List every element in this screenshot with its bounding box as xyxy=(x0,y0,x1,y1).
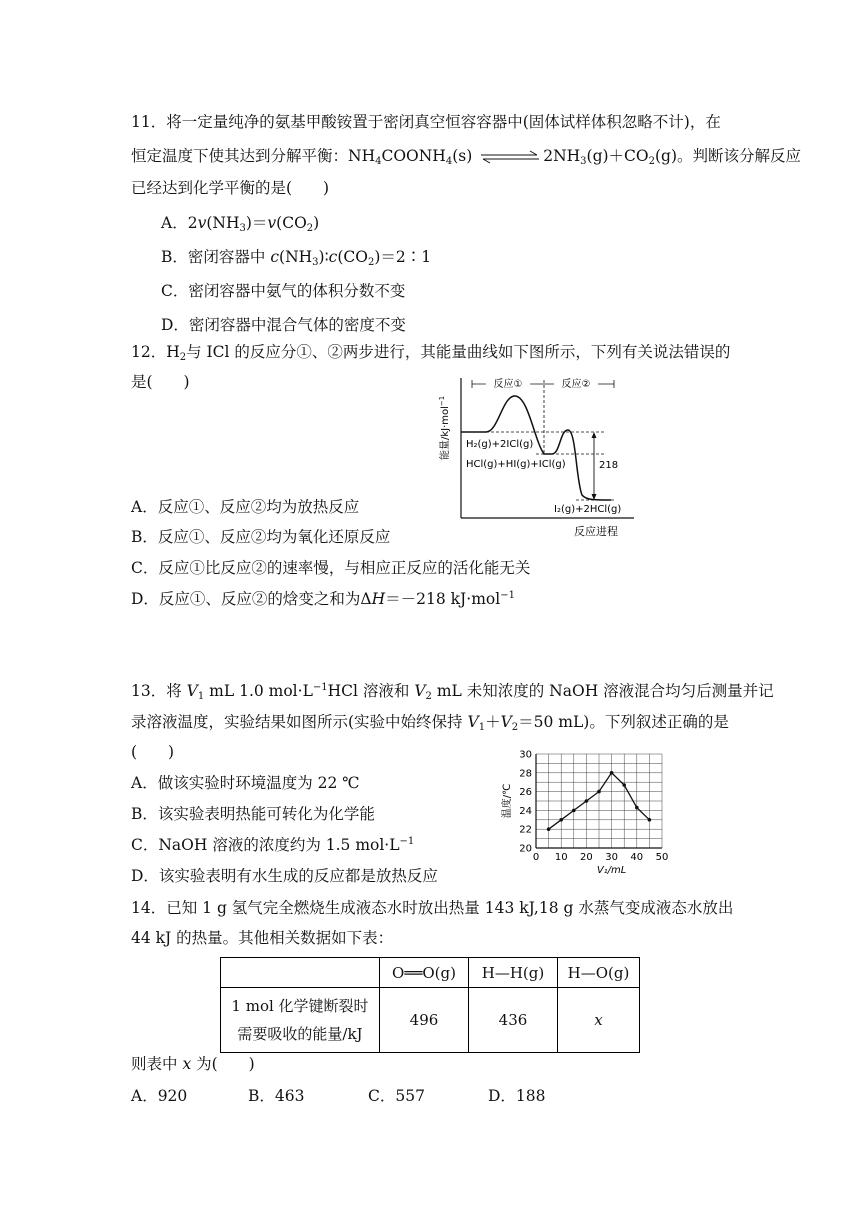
q13-line3: ( ) xyxy=(131,743,175,761)
q13-line1: 13．将 $V_1$ mL 1.0 $mol\cdot L^{-1}HCl$ 溶液和 $V_2$ mL 未知浓度的 NaOH 溶液混合均匀后测量并记 xyxy=(131,682,774,702)
table-cell: 496 xyxy=(380,988,469,1053)
x-tick-label: 30 xyxy=(605,852,618,863)
table-header-cell: H—H(g) xyxy=(469,958,558,988)
q12-option-d: D．反应①、反应②的焓变之和为ΔH＝－218 kJ·mol$^{-1}$ xyxy=(131,590,515,608)
temperature-chart xyxy=(494,742,694,877)
q13-option-d: D．该实验表明有水生成的反应都是放热反应 xyxy=(131,867,438,885)
table-header-cell: O══O(g) xyxy=(380,958,469,988)
q12-line2: 是( ) xyxy=(131,373,190,391)
q12-line1: 12．$H_2$与 ICl 的反应分①、②两步进行，其能量曲线如下图所示，下列有关说法错误的 xyxy=(131,343,731,363)
table-cell: 436 xyxy=(469,988,558,1053)
data-point xyxy=(572,809,576,813)
q14-option-a: A．920 xyxy=(131,1087,188,1105)
data-point xyxy=(648,818,652,822)
y-axis-label: 能量/kJ·mol$^{-1}$ xyxy=(438,395,451,460)
data-point xyxy=(585,799,589,803)
step1-label: 反应① xyxy=(493,379,523,390)
table-header-cell xyxy=(221,958,380,988)
bond-energy-table xyxy=(220,957,640,1053)
table-header-cell: H—O(g) xyxy=(558,958,640,988)
y-tick-label: 28 xyxy=(519,768,532,780)
q14-option-c: C．557 xyxy=(368,1087,425,1105)
q14-line1: 14．已知 1 g 氢气完全燃烧生成液态水时放出热量 143 kJ,18 g 水蒸气变成液态水放出 xyxy=(131,899,734,917)
q11-option-c: C．密闭容器中氨气的体积分数不变 xyxy=(161,282,406,300)
data-point xyxy=(547,827,551,831)
q11-line2: 恒定温度下使其达到分解平衡：$NH_4COONH_4(s)$ $2NH_3(g)+CO_2(g)$。判断该分解反应 xyxy=(131,147,802,167)
q14-line2: 44 kJ 的热量。其他相关数据如下表： xyxy=(131,929,394,947)
data-point xyxy=(559,818,563,822)
x-tick-label: 0 xyxy=(532,852,540,863)
q13-option-c: C．NaOH 溶液的浓度约为 1.5 $mol\cdot L^{-1}$ xyxy=(131,836,415,854)
step2-label: 反应② xyxy=(561,379,591,390)
x-tick-label: 10 xyxy=(554,852,568,863)
y-tick-label: 22 xyxy=(519,824,532,836)
q11-option-a: A．$2v(NH_3)=v(CO_2)$ xyxy=(161,214,320,234)
q11-line1: 11．将一定量纯净的氨基甲酸铵置于密闭真空恒容容器中(固体试样体积忽略不计)，在 xyxy=(131,113,721,131)
y-tick-label: 30 xyxy=(519,749,532,761)
level2-label: HCl(g)+HI(g)+ICl(g) xyxy=(466,459,566,470)
delta-label: 218 xyxy=(599,460,619,471)
data-point xyxy=(597,790,601,794)
table-cell: x xyxy=(558,988,640,1053)
q14-option-b: B．463 xyxy=(248,1087,305,1105)
q13-option-b: B．该实验表明热能可转化为化学能 xyxy=(131,805,375,823)
q14-question: 则表中 x 为( ) xyxy=(131,1055,255,1073)
q13-option-a: A．做该实验时环境温度为 22 ℃ xyxy=(131,774,360,792)
table-header-row xyxy=(221,958,640,988)
data-point xyxy=(635,806,639,810)
data-point xyxy=(610,771,614,775)
equilibrium-arrow-icon xyxy=(479,150,541,164)
q11-option-d: D．密闭容器中混合气体的密度不变 xyxy=(161,316,406,334)
table-row xyxy=(221,988,640,1053)
q13-line2: 录溶液温度，实验结果如图所示(实验中始终保持 $V_1+V_2=50$ mL)。下列叙述正确的是 xyxy=(131,713,729,733)
q12-option-b: B．反应①、反应②均为氧化还原反应 xyxy=(131,528,391,546)
q11-line3: 已经达到化学平衡的是( ) xyxy=(131,179,330,197)
x-tick-label: 20 xyxy=(580,852,593,863)
level1-label: H₂(g)+2ICl(g) xyxy=(466,439,534,450)
x-axis-label: V₁/mL xyxy=(596,865,627,876)
q11-option-b: B．密闭容器中 $c(NH_3)∶c(CO_2)=2∶1$ xyxy=(161,248,432,268)
y-tick-label: 26 xyxy=(519,787,532,799)
data-point xyxy=(622,783,626,787)
energy-profile-diagram xyxy=(436,370,636,540)
q12-option-c: C．反应①比反应②的速率慢，与相应正反应的活化能无关 xyxy=(131,559,531,577)
level3-label: I₂(g)+2HCl(g) xyxy=(554,504,622,515)
q12-option-a: A．反应①、反应②均为放热反应 xyxy=(131,498,360,516)
x-axis-label: 反应进程 xyxy=(574,525,618,538)
y-tick-label: 20 xyxy=(519,843,532,855)
y-tick-label: 24 xyxy=(519,805,532,817)
y-axis-label: 温度/℃ xyxy=(502,783,513,819)
x-tick-label: 50 xyxy=(655,852,669,863)
q14-option-d: D．188 xyxy=(488,1087,546,1105)
x-tick-label: 40 xyxy=(630,852,644,863)
table-row-label: 1 mol 化学键断裂时 需要吸收的能量/kJ xyxy=(221,988,380,1053)
